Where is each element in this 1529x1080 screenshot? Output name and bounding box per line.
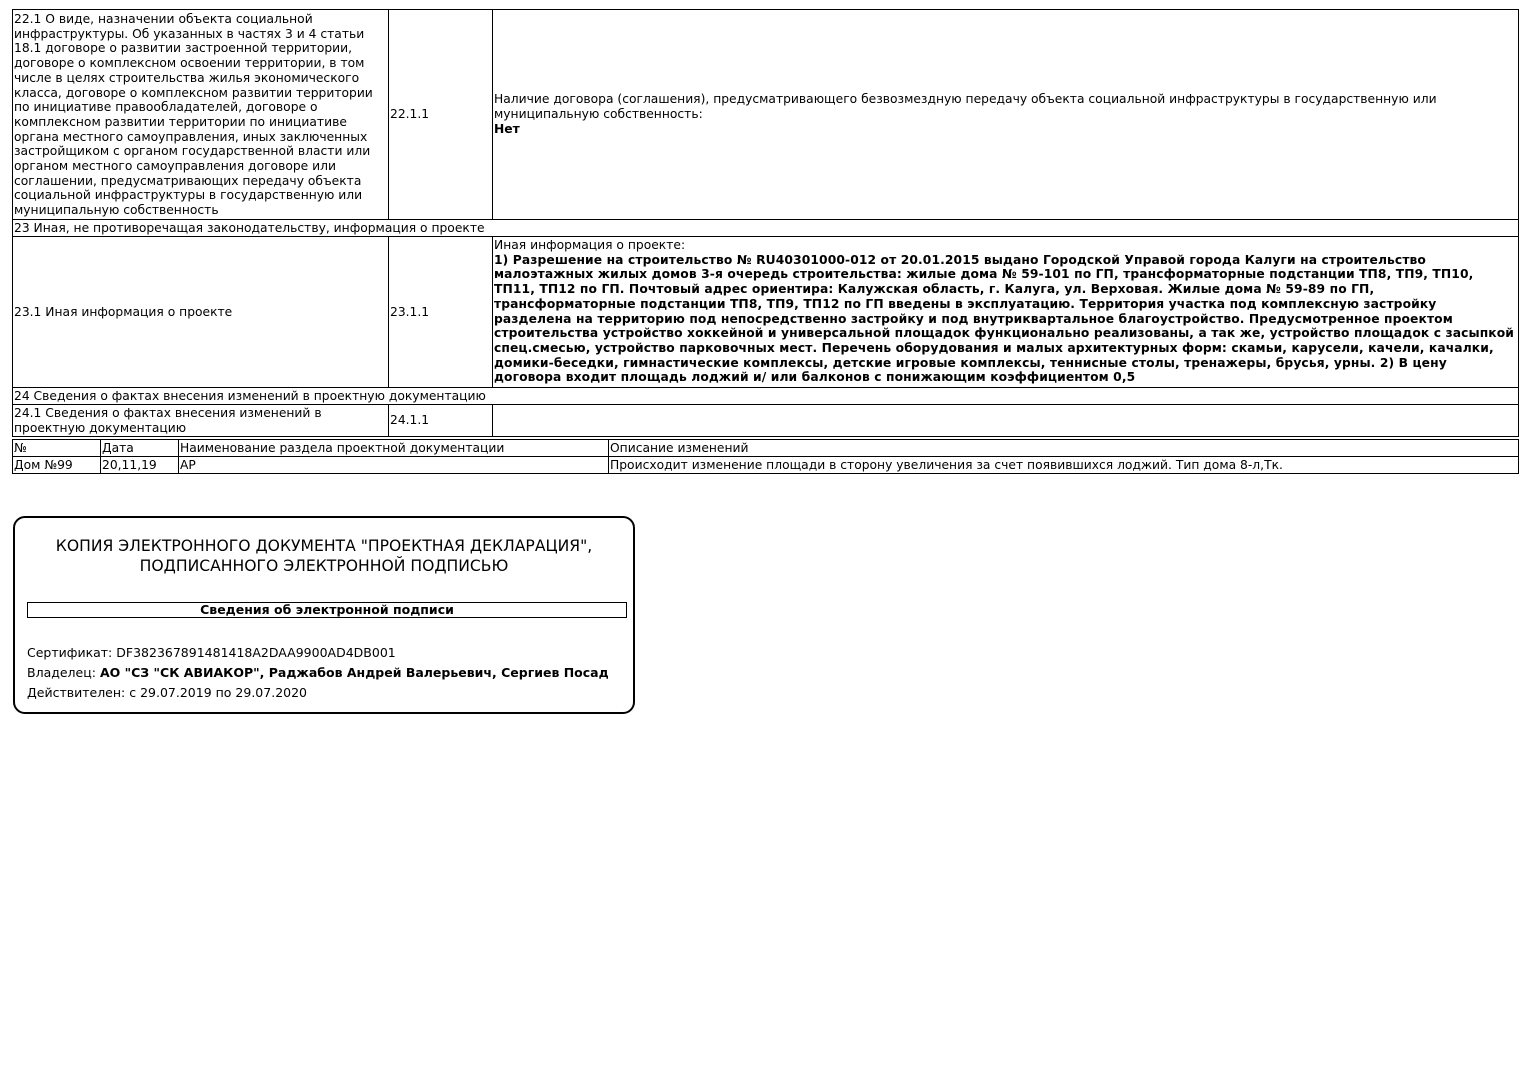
section-23-header: 23 Иная, не противоречащая законодательству, информация о проекте (13, 220, 1519, 237)
certificate-label: Сертификат: (27, 645, 113, 660)
col-description-header: Описание изменений (609, 440, 1519, 457)
section-24-1-label: 24.1 Сведения о фактах внесения изменений в проектную документацию (13, 405, 389, 437)
stamp-valid-line (27, 685, 307, 700)
cell-number: Дом №99 (13, 457, 101, 474)
section-24-1-value (493, 405, 1519, 437)
col-date-header: Дата (101, 440, 179, 457)
section-22-1-text: Наличие договора (соглашения), предусматривающего безвозмездную передачу объекта социальной инфраструктуры в государственную или муниципальную собственность: (494, 92, 1437, 122)
section-22-1-code: 22.1.1 (389, 10, 493, 220)
changes-table (12, 439, 1519, 474)
section-23-1-value: 1) Разрешение на строительство № RU40301000-012 от 20.01.2015 выдано Городской Управой города Калуги на строительство малоэтажных жилых домов 3-я очередь строительства: жилые дома № 59-101 по ГП, трансформаторные подстанции ТП8, ТП9, ТП10, ТП11, ТП12 по ГП. Почтовый адрес ориентира: Калужская область, г. Калуга, ул. Верховая. Жилые дома № 59-89 по ГП, трансформаторные подстанции ТП8, ТП9, ТП12 по ГП введены в эксплуатацию. Территория участка под комплексную застройку разделена на территорию под непосредственно застройку и под внутриквартальное благоустройство. Предусмотренное проектом строительства устройство хоккейной и универсальной площадок функционально реализованы, а так же, устройство площадок с засыпкой спец.смесью, устройство парковочных мест. Перечень оборудования и малых архитектурных форм: скамьи, карусели, качели, качалки, домики-беседки, гимнастические комплексы, детские игровые комплексы, теннисные столы, тренажеры, брусья, урны. 2) В цену договора входит площадь лоджий и/ или балконов с понижающим коэффициентом 0,5 (494, 252, 1515, 385)
cell-description: Происходит изменение площади в сторону увеличения за счет появившихся лоджий. Тип дома 8-л,Тк. (609, 457, 1519, 474)
row-24-1 (13, 405, 1519, 437)
cell-date: 20,11,19 (101, 457, 179, 474)
stamp-section-heading: Сведения об электронной подписи (27, 602, 627, 618)
declaration-table (12, 9, 1519, 437)
owner-value: АО "СЗ "СК АВИАКОР", Раджабов Андрей Валерьевич, Сергиев Посад (99, 665, 609, 680)
valid-label: Действителен: (27, 685, 126, 700)
col-section-header: Наименование раздела проектной документации (179, 440, 609, 457)
section-24-1-code: 24.1.1 (389, 405, 493, 437)
section-23-1-content (493, 237, 1519, 388)
row-24-header (13, 388, 1519, 405)
section-22-1-label: 22.1 О виде, назначении объекта социальной инфраструктуры. Об указанных в частях 3 и 4 статьи 18.1 договоре о развитии застроенной территории, договоре о комплексном освоении территории, в том числе в целях строительства жилья экономического класса, договоре о комплексном развитии территории по инициативе правообладателей, договоре о комплексном развитии территории по инициативе органа местного самоуправления, иных заключенных застройщиком с органом государственной власти или органом местного самоуправления договоре или соглашении, предусматривающих передачу объекта социальной инфраструктуры в государственную или муниципальную собственность (13, 10, 389, 220)
changes-header-row (13, 440, 1519, 457)
col-number-header: № (13, 440, 101, 457)
section-22-1-value: Нет (494, 121, 520, 136)
section-24-header: 24 Сведения о фактах внесения изменений в проектную документацию (13, 388, 1519, 405)
valid-value: с 29.07.2019 по 29.07.2020 (129, 685, 308, 700)
section-23-1-intro: Иная информация о проекте: (494, 238, 686, 252)
stamp-title: КОПИЯ ЭЛЕКТРОННОГО ДОКУМЕНТА "ПРОЕКТНАЯ ДЕКЛАРАЦИЯ", ПОДПИСАННОГО ЭЛЕКТРОННОЙ ПОДПИСЬЮ (55, 537, 593, 575)
section-23-1-label: 23.1 Иная информация о проекте (13, 237, 389, 388)
cell-section: АР (179, 457, 609, 474)
signature-stamp (13, 516, 635, 714)
stamp-certificate-line (27, 645, 396, 660)
row-22-1 (13, 10, 1519, 220)
stamp-owner-line (27, 665, 609, 680)
owner-label: Владелец: (27, 665, 96, 680)
section-23-1-code: 23.1.1 (389, 237, 493, 388)
section-22-1-content (493, 10, 1519, 220)
certificate-value: DF382367891481418A2DAA9900AD4DB001 (116, 645, 396, 660)
row-23-header (13, 220, 1519, 237)
row-23-1 (13, 237, 1519, 388)
table-row (13, 457, 1519, 474)
